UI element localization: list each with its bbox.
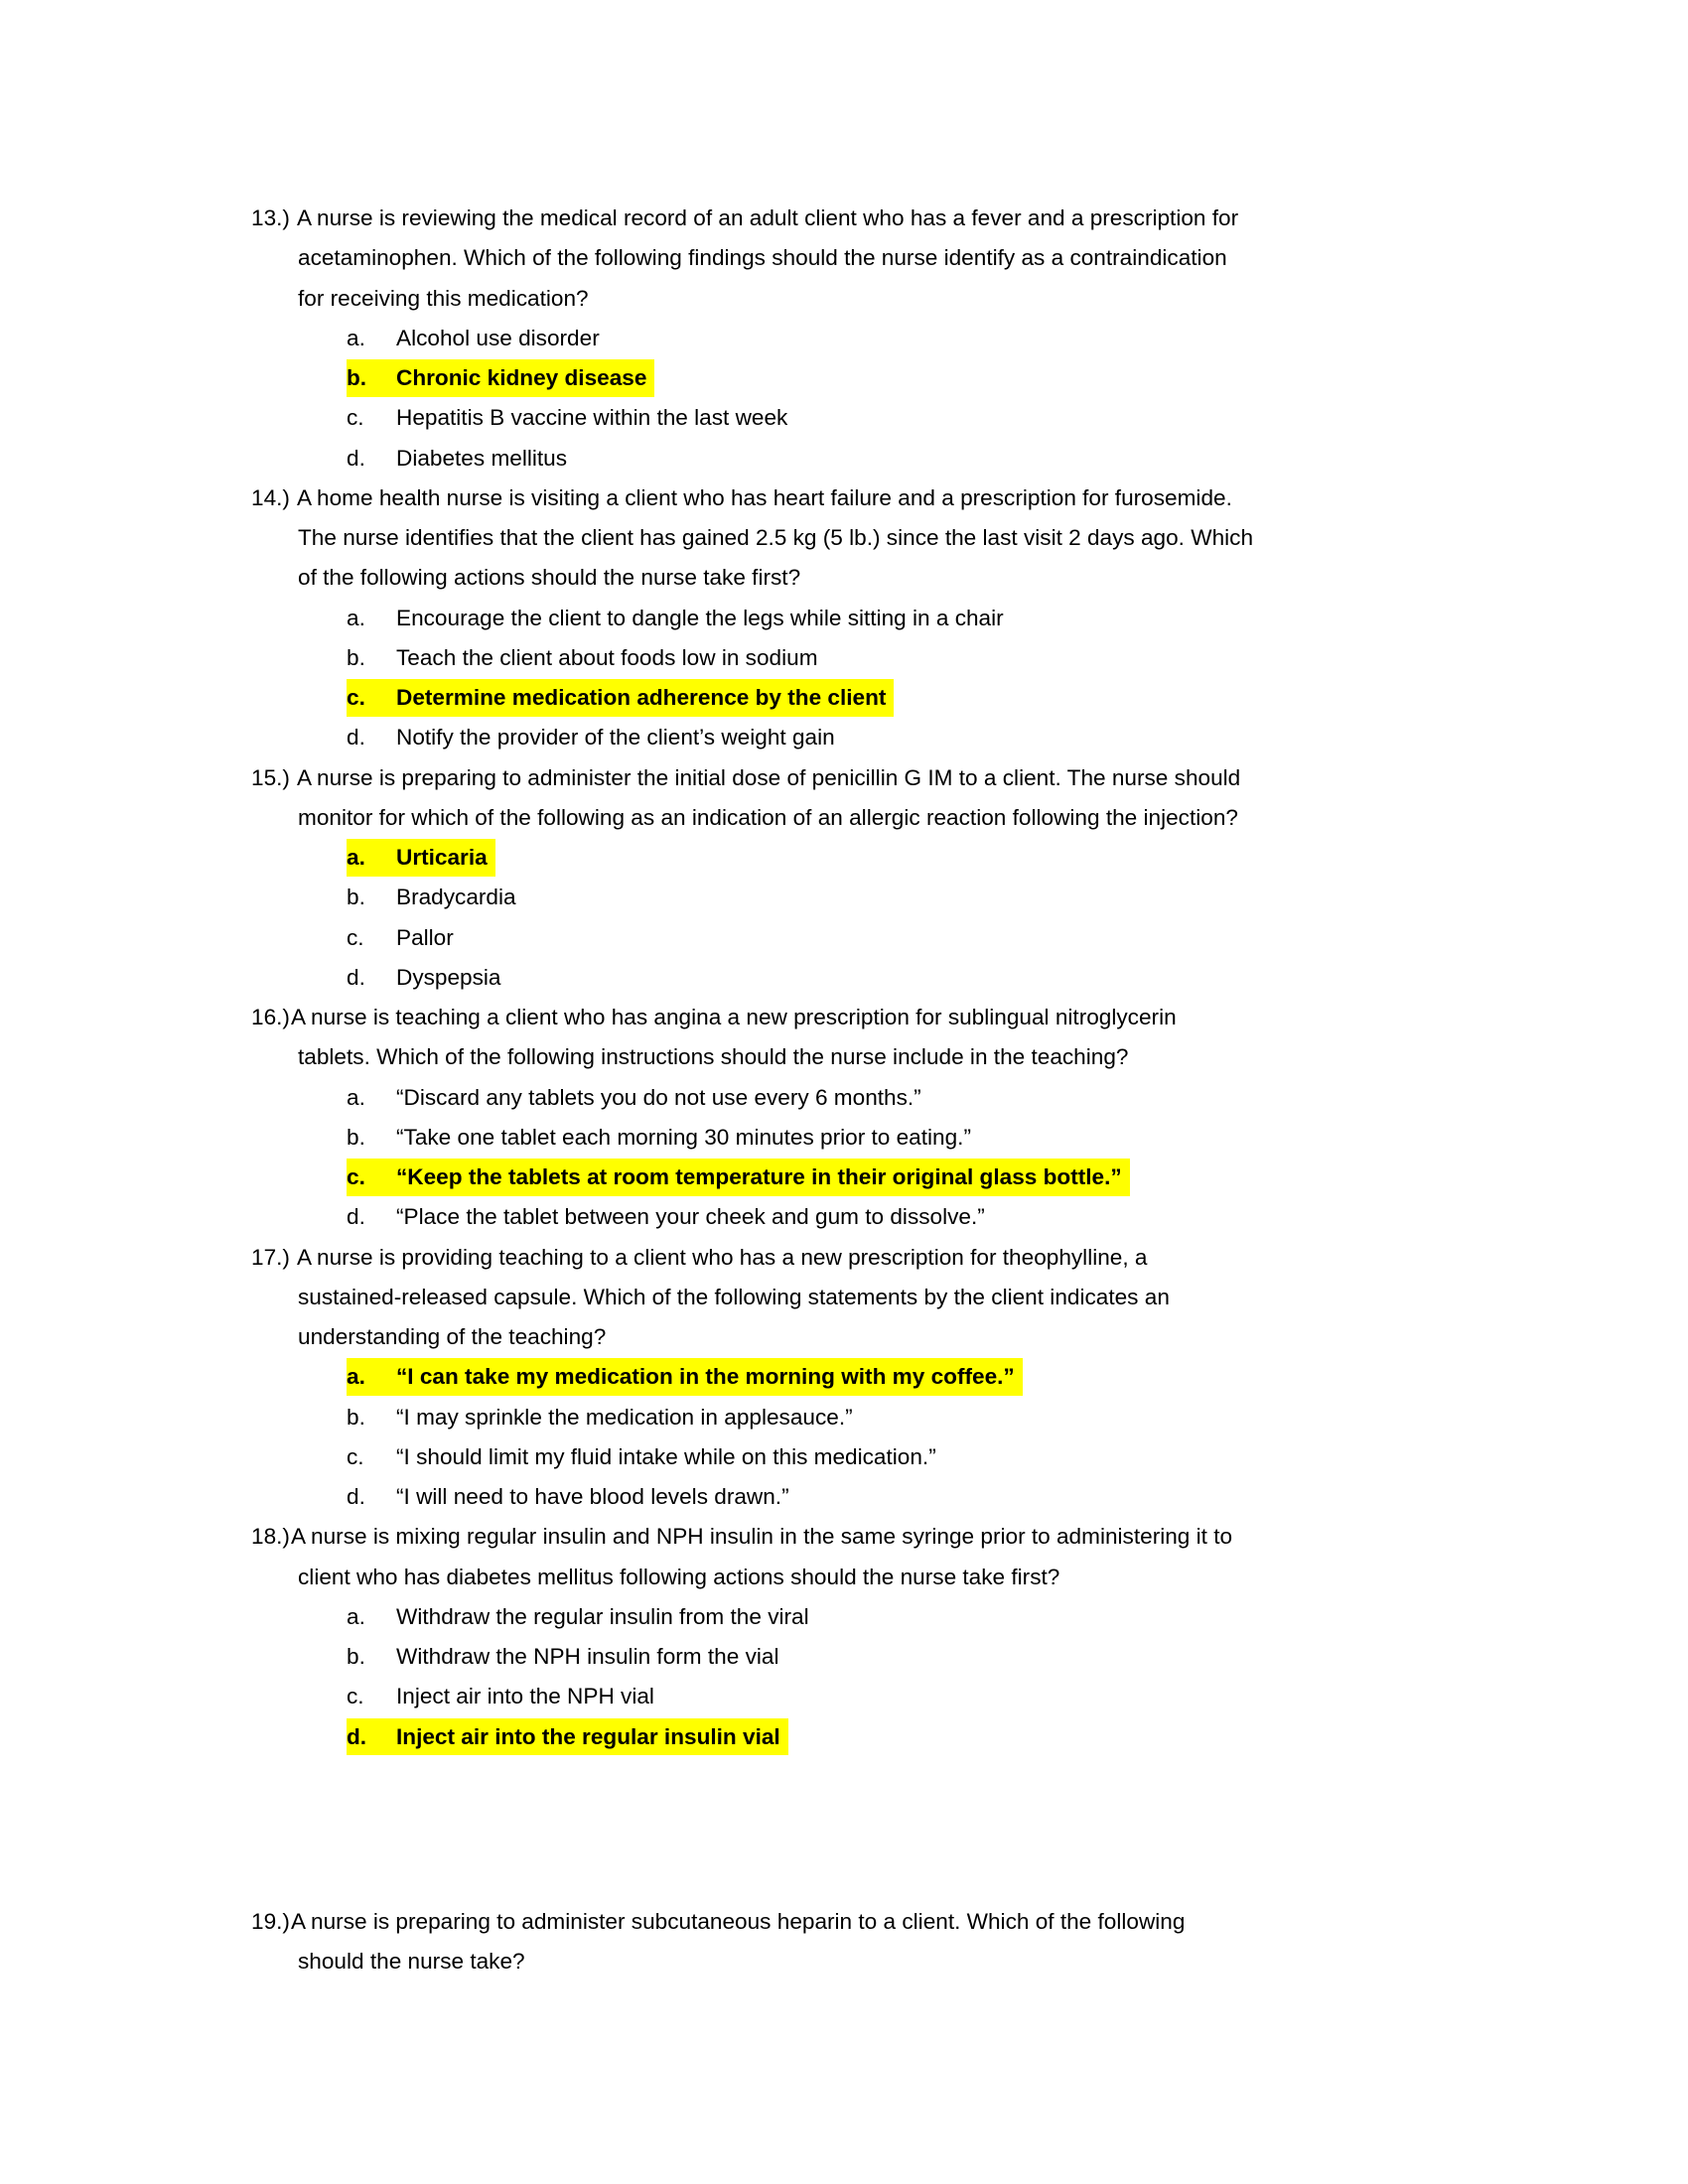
- highlighted-answer: [347, 359, 654, 397]
- answer-option-content: [347, 1438, 944, 1476]
- question-stem-line: [251, 1902, 1542, 1942]
- option-text: Pallor: [396, 924, 454, 950]
- option-marker: b.: [347, 1644, 365, 1669]
- answer-option: [251, 1477, 1542, 1517]
- question-text: for receiving this medication?: [298, 285, 589, 311]
- question-text: sustained-released capsule. Which of the following statements by the client indicates an: [298, 1284, 1170, 1309]
- question-stem-line: [251, 1517, 1542, 1557]
- answer-option-correct: [251, 678, 1542, 718]
- question-number: 13.): [251, 205, 290, 230]
- question-text: A nurse is preparing to administer subcutaneous heparin to a client. Which of the following: [290, 1908, 1186, 1934]
- question-text: should the nurse take?: [298, 1949, 525, 1974]
- option-text: “I should limit my fluid intake while on this medication.”: [396, 1443, 936, 1469]
- question-17: [251, 1238, 1542, 1518]
- answer-option: [251, 319, 1542, 358]
- option-marker: a.: [347, 1364, 365, 1390]
- option-marker: b.: [347, 644, 365, 670]
- answer-option-content: [347, 639, 826, 677]
- option-text: Inject air into the regular insulin vial: [396, 1723, 780, 1749]
- option-text: Chronic kidney disease: [396, 365, 647, 390]
- option-marker: a.: [347, 1603, 365, 1629]
- question-stem-line: [251, 558, 1542, 598]
- answer-option-content: [347, 1198, 993, 1236]
- question-15: [251, 758, 1542, 999]
- question-text: A nurse is reviewing the medical record of an adult client who has a fever and a prescription for: [296, 205, 1239, 230]
- question-number: 18.): [251, 1524, 290, 1550]
- question-stem-line: [251, 238, 1542, 278]
- answer-option-content: [347, 1119, 979, 1157]
- option-text: Teach the client about foods low in sodium: [396, 644, 818, 670]
- answer-option: [251, 718, 1542, 757]
- question-stem-line: [251, 1317, 1542, 1357]
- option-marker: b.: [347, 365, 367, 390]
- answer-option-correct: [251, 1158, 1542, 1197]
- answer-option: [251, 1637, 1542, 1677]
- option-marker: a.: [347, 325, 365, 350]
- option-text: Dyspepsia: [396, 964, 501, 990]
- highlighted-answer: [347, 1159, 1130, 1196]
- option-text: “Take one tablet each morning 30 minutes prior to eating.”: [396, 1124, 971, 1150]
- option-text: Diabetes mellitus: [396, 445, 568, 471]
- answer-option-content: [347, 600, 1012, 637]
- answer-option-content: [347, 919, 462, 957]
- highlighted-answer: [347, 1718, 788, 1756]
- option-text: “Discard any tablets you do not use every 6 months.”: [396, 1084, 921, 1110]
- question-stem-line: [251, 478, 1542, 518]
- option-marker: b.: [347, 885, 365, 910]
- option-marker: a.: [347, 845, 365, 870]
- answer-option: [251, 638, 1542, 678]
- option-text: “I will need to have blood levels drawn.”: [396, 1484, 789, 1509]
- question-number: 17.): [251, 1244, 290, 1270]
- option-marker: d.: [347, 1723, 367, 1749]
- question-number: 16.): [251, 1005, 290, 1029]
- answer-option-content: [347, 1678, 662, 1715]
- question-text: acetaminophen. Which of the following findings should the nurse identify as a contraindication: [298, 245, 1227, 271]
- option-text: Inject air into the NPH vial: [396, 1684, 654, 1709]
- answer-option: [251, 878, 1542, 917]
- option-marker: c.: [347, 924, 364, 950]
- answer-option-correct: [251, 838, 1542, 878]
- question-stem-line: [251, 1942, 1542, 1981]
- question-stem-line: [251, 998, 1542, 1037]
- answer-option-content: [347, 959, 509, 997]
- question-13: [251, 199, 1542, 478]
- question-number: 14.): [251, 484, 290, 510]
- answer-option-content: [347, 1079, 929, 1117]
- option-text: Alcohol use disorder: [396, 325, 600, 350]
- question-text: A nurse is mixing regular insulin and NPH insulin in the same syringe prior to administering it to: [290, 1524, 1233, 1550]
- option-marker: b.: [347, 1124, 365, 1150]
- question-text: A nurse is providing teaching to a client who has a new prescription for theophylline, a: [296, 1244, 1148, 1270]
- question-16: [251, 998, 1542, 1238]
- answer-option: [251, 918, 1542, 958]
- answer-option: [251, 1677, 1542, 1716]
- option-marker: d.: [347, 725, 365, 751]
- question-19: [251, 1902, 1542, 1982]
- question-stem-line: [251, 279, 1542, 319]
- answer-option-content: [347, 1478, 797, 1516]
- answer-option: [251, 958, 1542, 998]
- question-18: [251, 1517, 1542, 1757]
- question-14: [251, 478, 1542, 758]
- answer-option-content: [347, 440, 575, 478]
- option-marker: a.: [347, 1084, 365, 1110]
- question-text: of the following actions should the nurse take first?: [298, 565, 801, 591]
- question-text: The nurse identifies that the client has gained 2.5 kg (5 lb.) since the last visit 2 days ago. Which: [298, 525, 1254, 550]
- question-number: 15.): [251, 764, 290, 790]
- answer-option: [251, 439, 1542, 478]
- option-marker: c.: [347, 1164, 365, 1189]
- answer-option: [251, 1398, 1542, 1437]
- option-marker: d.: [347, 1484, 365, 1509]
- option-text: Withdraw the regular insulin from the viral: [396, 1603, 809, 1629]
- option-marker: c.: [347, 405, 364, 431]
- option-text: Bradycardia: [396, 885, 516, 910]
- answer-option-content: [347, 879, 524, 916]
- question-text: understanding of the teaching?: [298, 1324, 607, 1349]
- answer-option-correct: [251, 1717, 1542, 1757]
- answer-option: [251, 1078, 1542, 1118]
- question-stem-line: [251, 798, 1542, 838]
- option-marker: c.: [347, 1443, 364, 1469]
- option-text: “Place the tablet between your cheek and gum to dissolve.”: [396, 1204, 985, 1230]
- answer-option: [251, 1437, 1542, 1477]
- question-number: 19.): [251, 1908, 290, 1934]
- option-text: “Keep the tablets at room temperature in their original glass bottle.”: [396, 1164, 1122, 1189]
- option-text: Withdraw the NPH insulin form the vial: [396, 1644, 779, 1669]
- question-text: A nurse is preparing to administer the initial dose of penicillin G IM to a client. The nurse should: [296, 764, 1241, 790]
- option-text: Urticaria: [396, 845, 488, 870]
- option-marker: d.: [347, 445, 365, 471]
- question-text: monitor for which of the following as an indication of an allergic reaction following the injection?: [298, 804, 1238, 830]
- option-marker: d.: [347, 964, 365, 990]
- option-text: Encourage the client to dangle the legs while sitting in a chair: [396, 605, 1004, 630]
- answer-option: [251, 1118, 1542, 1158]
- question-text: tablets. Which of the following instructions should the nurse include in the teaching?: [298, 1044, 1129, 1070]
- question-text: client who has diabetes mellitus following actions should the nurse take first?: [298, 1564, 1060, 1589]
- answer-option: [251, 1597, 1542, 1637]
- question-text: A home health nurse is visiting a client who has heart failure and a prescription for furosemide.: [296, 484, 1232, 510]
- option-marker: c.: [347, 685, 365, 710]
- option-marker: c.: [347, 1684, 364, 1709]
- answer-option: [251, 398, 1542, 438]
- answer-option-correct: [251, 1357, 1542, 1397]
- option-text: Determine medication adherence by the client: [396, 685, 887, 710]
- highlighted-answer: [347, 839, 495, 877]
- document-body: [251, 199, 1542, 1981]
- option-text: Notify the provider of the client’s weight gain: [396, 725, 835, 751]
- option-text: “I may sprinkle the medication in applesauce.”: [396, 1404, 853, 1430]
- question-stem-line: [251, 1558, 1542, 1597]
- answer-option: [251, 1197, 1542, 1237]
- answer-option: [251, 599, 1542, 638]
- option-text: Hepatitis B vaccine within the last week: [396, 405, 788, 431]
- highlighted-answer: [347, 1358, 1023, 1396]
- option-text: “I can take my medication in the morning with my coffee.”: [396, 1364, 1015, 1390]
- question-stem-line: [251, 1278, 1542, 1317]
- question-stem-line: [251, 518, 1542, 558]
- answer-option-content: [347, 1638, 786, 1676]
- question-stem-line: [251, 1037, 1542, 1077]
- option-marker: d.: [347, 1204, 365, 1230]
- answer-option-content: [347, 719, 843, 756]
- answer-option-correct: [251, 358, 1542, 398]
- answer-option-content: [347, 320, 608, 357]
- question-stem-line: [251, 1238, 1542, 1278]
- answer-option-content: [347, 399, 795, 437]
- question-stem-line: [251, 199, 1542, 238]
- question-text: A nurse is teaching a client who has angina a new prescription for sublingual nitroglycerin: [290, 1005, 1177, 1029]
- option-marker: b.: [347, 1404, 365, 1430]
- highlighted-answer: [347, 679, 894, 717]
- answer-option-content: [347, 1598, 817, 1636]
- blank-space: [251, 1757, 1542, 1902]
- question-stem-line: [251, 758, 1542, 798]
- answer-option-content: [347, 1399, 861, 1436]
- option-marker: a.: [347, 605, 365, 630]
